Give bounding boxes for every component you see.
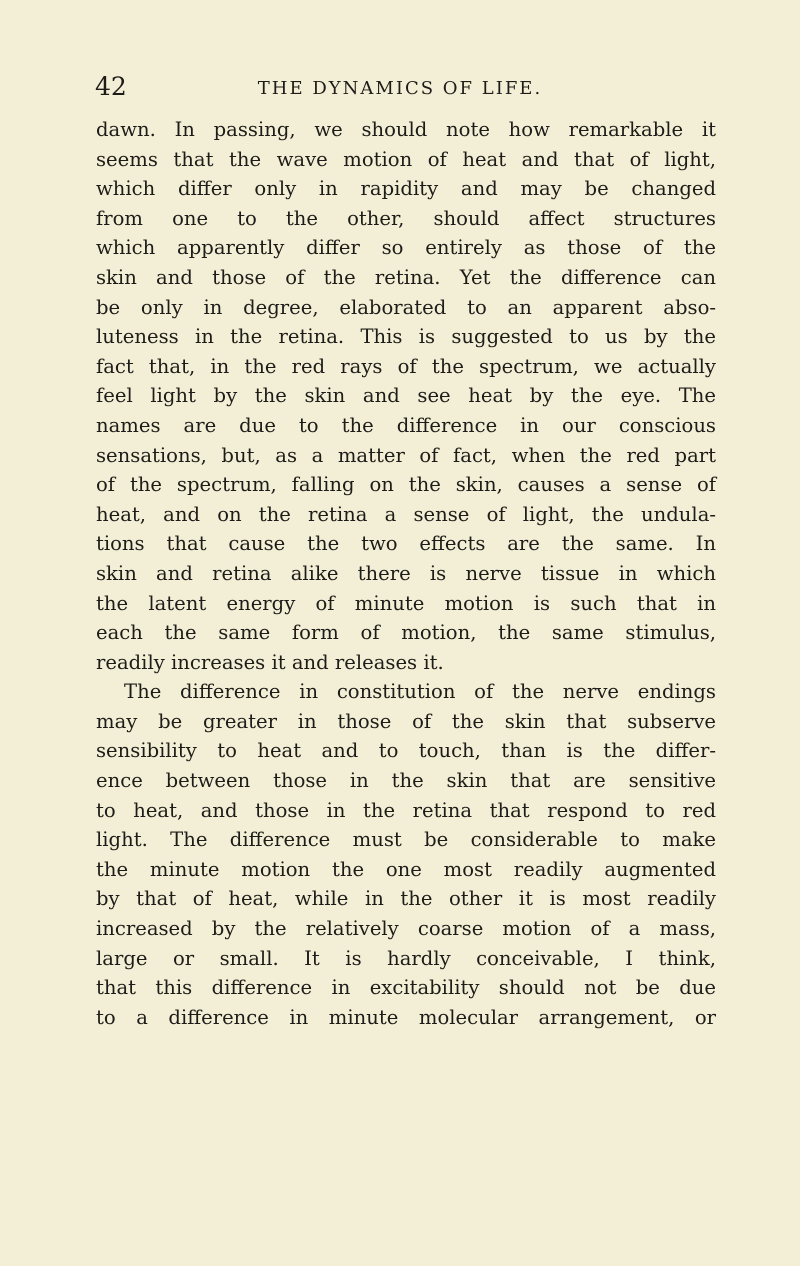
text-line: which apparently differ so entirely as those of the — [96, 236, 716, 260]
text-line: seems that the wave motion of heat and that of light, — [96, 147, 716, 171]
paragraph-start-line: The difference in constitution of the nerve endings — [124, 680, 716, 704]
page-number: 42 — [95, 72, 127, 101]
text-line: be only in degree, elaborated to an apparent abso- — [96, 295, 716, 319]
text-line: fact that, in the red rays of the spectrum, we actually — [96, 354, 716, 378]
running-title: THE DYNAMICS OF LIFE. — [257, 78, 543, 99]
text-line: to heat, and those in the retina that respond to red — [96, 798, 716, 822]
text-line: by that of heat, while in the other it is most readily — [96, 887, 716, 911]
text-line: feel light by the skin and see heat by the eye. The — [96, 384, 716, 408]
paragraph-end-line: readily increases it and releases it. — [96, 650, 444, 674]
text-line: to a difference in minute molecular arrangement, or — [96, 1005, 716, 1029]
body-text — [96, 115, 716, 1032]
text-line: sensations, but, as a matter of fact, when the red part — [96, 443, 716, 467]
text-line: the minute motion the one most readily augmented — [96, 857, 716, 881]
text-line: dawn. In passing, we should note how remarkable it — [96, 118, 716, 141]
text-line: the latent energy of minute motion is such that in — [96, 591, 716, 615]
text-line: tions that cause the two effects are the same. In — [96, 532, 716, 556]
text-line: from one to the other, should affect structures — [96, 206, 716, 230]
text-line: skin and retina alike there is nerve tissue in which — [96, 561, 716, 585]
text-line: heat, and on the retina a sense of light, the undula- — [96, 502, 716, 526]
text-line: which differ only in rapidity and may be changed — [96, 177, 716, 201]
text-line: of the spectrum, falling on the skin, causes a sense of — [96, 473, 716, 497]
text-line: skin and those of the retina. Yet the difference can — [96, 265, 716, 289]
text-line: sensibility to heat and to touch, than is the differ- — [96, 739, 716, 763]
text-line: may be greater in those of the skin that subserve — [96, 709, 716, 733]
text-line: large or small. It is hardly conceivable, I think, — [96, 946, 716, 970]
text-line: light. The difference must be considerable to make — [96, 828, 716, 852]
text-line: that this difference in excitability should not be due — [96, 976, 716, 1000]
text-line: each the same form of motion, the same stimulus, — [96, 621, 716, 645]
text-line: increased by the relatively coarse motion of a mass, — [96, 917, 716, 941]
text-line: luteness in the retina. This is suggested to us by the — [96, 325, 716, 349]
text-line: names are due to the difference in our conscious — [96, 413, 716, 437]
text-line: ence between those in the skin that are sensitive — [96, 769, 716, 793]
